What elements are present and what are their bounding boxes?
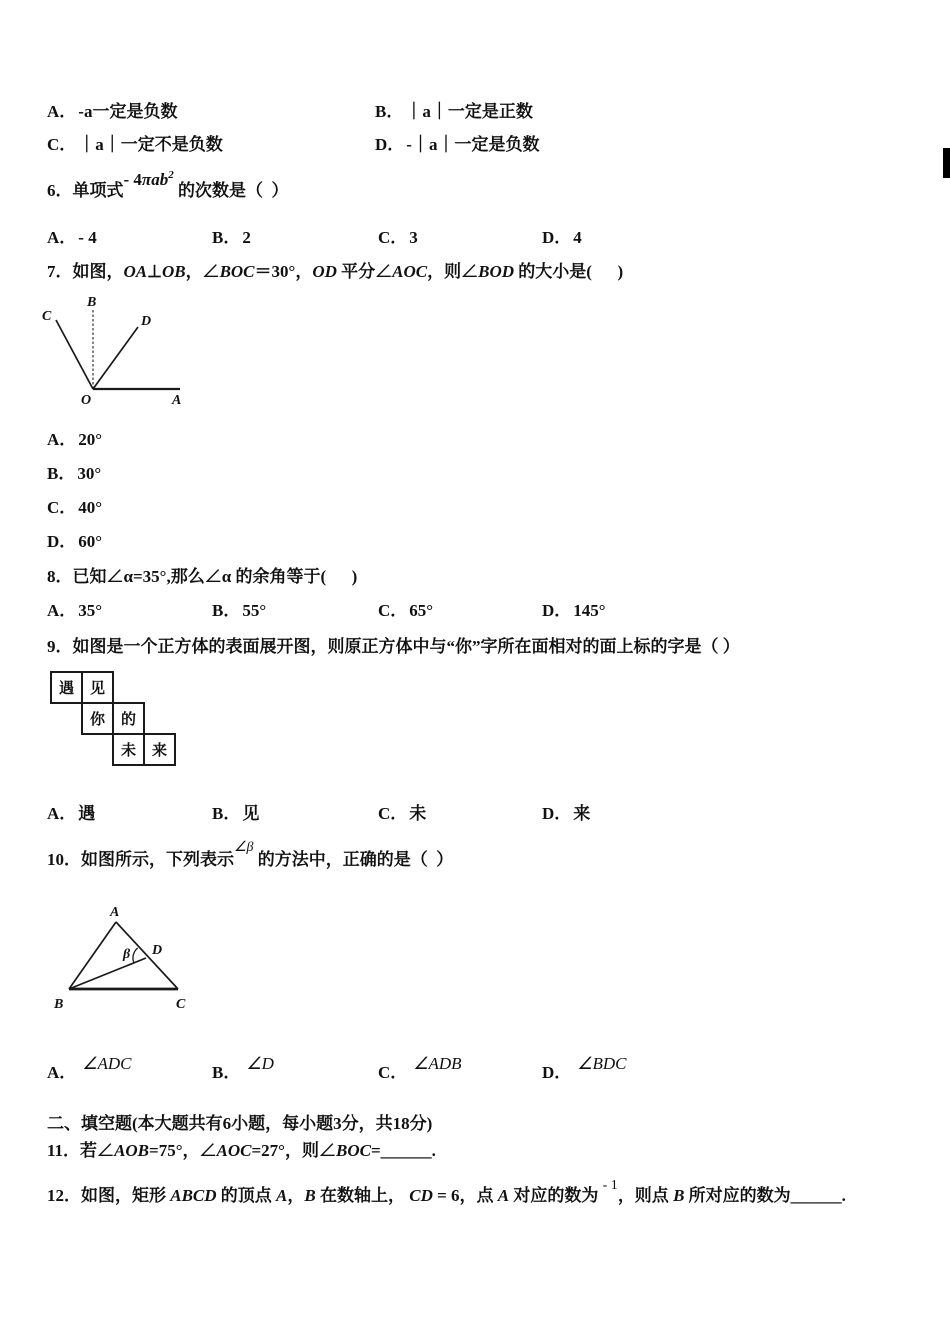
q6-prefix: 6．单项式	[47, 181, 124, 200]
q7-math-segment: BOD	[478, 262, 515, 281]
q10-option-b	[212, 1054, 274, 1083]
q7-text-segment: ⊥	[147, 262, 162, 281]
q9-option-b	[212, 803, 259, 824]
q7-math-segment: BOC	[219, 262, 255, 281]
option-label: D．	[542, 1063, 572, 1082]
option-math: ∠BDC	[577, 1054, 627, 1073]
q8-option-c	[378, 600, 433, 621]
option-text: ｜a｜一定是正数	[405, 102, 533, 121]
q10-triangle-figure	[40, 894, 215, 1029]
q5-option-c	[47, 134, 223, 155]
q8-option-b	[212, 600, 266, 621]
option-text: 30°	[77, 464, 102, 483]
option-text: 65°	[409, 601, 434, 620]
q5-option-d	[375, 134, 539, 155]
q7-text-segment: ，∠	[185, 262, 220, 281]
formula-exponent: 2	[168, 169, 174, 181]
q12-text-segment: 的顶点	[216, 1186, 277, 1205]
option-text: - 4	[78, 228, 97, 247]
q9-option-a	[47, 803, 95, 824]
point-label-B: B	[87, 295, 97, 310]
option-label: B．	[212, 228, 241, 247]
q7-math-segment: OA	[123, 262, 148, 281]
q10-suffix: 的方法中，正确的是（ ）	[253, 850, 454, 869]
option-text: ｜a｜一定不是负数	[78, 135, 223, 154]
option-label: C．	[378, 1063, 408, 1082]
q11-stem	[47, 1140, 436, 1161]
q9-option-c	[378, 803, 426, 824]
q11-math-segment: AOC	[216, 1141, 252, 1160]
q12-text-segment: ，	[287, 1186, 305, 1205]
ray-OD	[93, 327, 138, 389]
q11-text-segment: =75°，∠	[149, 1141, 217, 1160]
q5-option-b	[375, 101, 533, 122]
q12-math-segment: CD	[409, 1186, 433, 1205]
option-text: 3	[409, 228, 418, 247]
q7-math-segment: OD	[312, 262, 337, 281]
option-label: C．	[378, 228, 408, 247]
q12-text-segment: ，则点	[617, 1186, 674, 1205]
q11-math-segment: AOB	[114, 1141, 150, 1160]
q7-text-segment: ＝30°，	[254, 262, 313, 281]
point-label-D: D	[141, 314, 152, 329]
net-cell: 未	[112, 733, 145, 766]
option-text: 遇	[78, 804, 96, 823]
option-label: B．	[212, 1063, 241, 1082]
angle-beta-arc	[133, 948, 138, 963]
q7-math-segment: AOC	[392, 262, 428, 281]
option-label: A．	[47, 804, 77, 823]
q7-text-segment: 平分∠	[336, 262, 393, 281]
formula-sign: - 4	[123, 170, 142, 189]
option-label: A．	[47, 601, 77, 620]
q7-text-segment: 7．如图，	[47, 262, 124, 281]
q12-text-segment: 12．如图，矩形	[47, 1186, 171, 1205]
net-cell: 遇	[50, 671, 83, 704]
point-label-B: B	[54, 997, 64, 1012]
q10-option-a	[47, 1054, 132, 1083]
section2-header: 二、填空题(本大题共有6小题，每小题3分，共18分)	[47, 1114, 433, 1133]
option-text: 2	[242, 228, 251, 247]
option-label: C．	[378, 601, 408, 620]
scan-artifact-mark	[943, 148, 950, 178]
q7-option-d	[47, 531, 102, 552]
q5-option-a	[47, 101, 177, 122]
option-text: -｜a｜一定是负数	[406, 135, 540, 154]
option-label: C．	[47, 135, 77, 154]
point-label-O: O	[81, 393, 92, 408]
q11-text-segment: =	[370, 1141, 381, 1160]
point-label-D: D	[152, 943, 163, 958]
q6-suffix: 的次数是（ ）	[173, 181, 289, 200]
option-text: 55°	[242, 601, 267, 620]
option-text: 145°	[573, 601, 606, 620]
q12-text-segment: 在数轴上，	[315, 1186, 410, 1205]
q11-text-segment: 11．若∠	[47, 1141, 115, 1160]
q7-math-segment: OB	[161, 262, 186, 281]
option-text: 20°	[78, 430, 103, 449]
q7-text-segment: ，则∠	[427, 262, 479, 281]
answer-blank: ______	[380, 1141, 432, 1160]
q6-option-a	[47, 227, 97, 248]
q7-stem	[47, 261, 623, 282]
q6-option-d	[542, 227, 582, 248]
net-cell: 的	[112, 702, 145, 735]
net-cell: 来	[143, 733, 176, 766]
q11-text-segment: .	[431, 1141, 436, 1160]
option-label: D．	[47, 532, 77, 551]
option-label: A．	[47, 102, 77, 121]
q10-prefix: 10．如图所示，下列表示	[47, 850, 234, 869]
ray-OC	[56, 320, 93, 389]
point-label-C: C	[176, 997, 186, 1012]
superscript-negative-one: - 1	[602, 1178, 618, 1193]
q12-text-segment: = 6，点	[432, 1186, 498, 1205]
q8-stem: 8．已知∠α=35°,那么∠α 的余角等于( )	[47, 567, 358, 586]
option-label: D．	[375, 135, 405, 154]
option-text: 40°	[78, 498, 103, 517]
option-label: C．	[378, 804, 408, 823]
option-text: 见	[242, 804, 260, 823]
q12-stem	[47, 1178, 846, 1207]
q10-option-c	[378, 1054, 462, 1083]
option-label: A．	[47, 1063, 77, 1082]
q6-stem	[47, 169, 289, 201]
q8-option-d	[542, 600, 606, 621]
beta-label: β	[123, 947, 131, 962]
q7-option-a	[47, 429, 102, 450]
q9-stem: 9．如图是一个正方体的表面展开图，则原正方体中与“你”字所在面相对的面上标的字是（ ）	[47, 637, 740, 656]
option-label: B．	[212, 804, 241, 823]
option-label: A．	[47, 430, 77, 449]
answer-blank: ______	[790, 1186, 842, 1205]
net-cell: 你	[81, 702, 114, 735]
option-label: D．	[542, 228, 572, 247]
q12-math-segment: A	[497, 1186, 510, 1205]
q10-stem	[47, 840, 454, 871]
q12-math-segment: A	[276, 1186, 288, 1205]
monomial-formula	[124, 170, 174, 189]
cube-net-figure	[50, 671, 200, 773]
q6-option-c	[378, 227, 418, 248]
option-label: B．	[47, 464, 76, 483]
option-label: A．	[47, 228, 77, 247]
option-text: 4	[573, 228, 582, 247]
q9-option-d	[542, 803, 590, 824]
option-text: 60°	[78, 532, 103, 551]
q8-option-a	[47, 600, 102, 621]
formula-body: πab	[141, 170, 169, 189]
option-text: 未	[409, 804, 427, 823]
point-label-C: C	[42, 309, 52, 324]
point-label-A: A	[172, 393, 182, 408]
point-label-A: A	[110, 905, 120, 920]
q12-math-segment: ABCD	[170, 1186, 217, 1205]
option-label: C．	[47, 498, 77, 517]
q12-text-segment: .	[841, 1186, 846, 1205]
option-label: D．	[542, 804, 572, 823]
q11-text-segment: =27°，则∠	[251, 1141, 336, 1160]
q7-text-segment: 的大小是( )	[514, 262, 624, 281]
q11-math-segment: BOC	[336, 1141, 371, 1160]
q10-option-d	[542, 1054, 627, 1083]
q7-angle-figure	[28, 294, 188, 408]
option-label: D．	[542, 601, 572, 620]
option-text: 35°	[78, 601, 103, 620]
net-cell: 见	[81, 671, 114, 704]
option-math: ∠D	[246, 1054, 274, 1073]
option-math: ∠ADB	[413, 1054, 462, 1073]
q12-math-segment: B	[673, 1186, 685, 1205]
option-label: B．	[375, 102, 404, 121]
q12-math-segment: B	[304, 1186, 316, 1205]
option-label: B．	[212, 601, 241, 620]
q7-option-c	[47, 497, 102, 518]
q6-option-b	[212, 227, 251, 248]
q7-option-b	[47, 463, 101, 484]
option-math: ∠ADC	[82, 1054, 132, 1073]
option-text: 来	[573, 804, 591, 823]
q12-text-segment: 对应的数为	[509, 1186, 603, 1205]
option-text: -a一定是负数	[78, 102, 178, 121]
q12-text-segment: 所对应的数为	[684, 1186, 791, 1205]
angle-beta-symbol: ∠β	[234, 840, 254, 855]
